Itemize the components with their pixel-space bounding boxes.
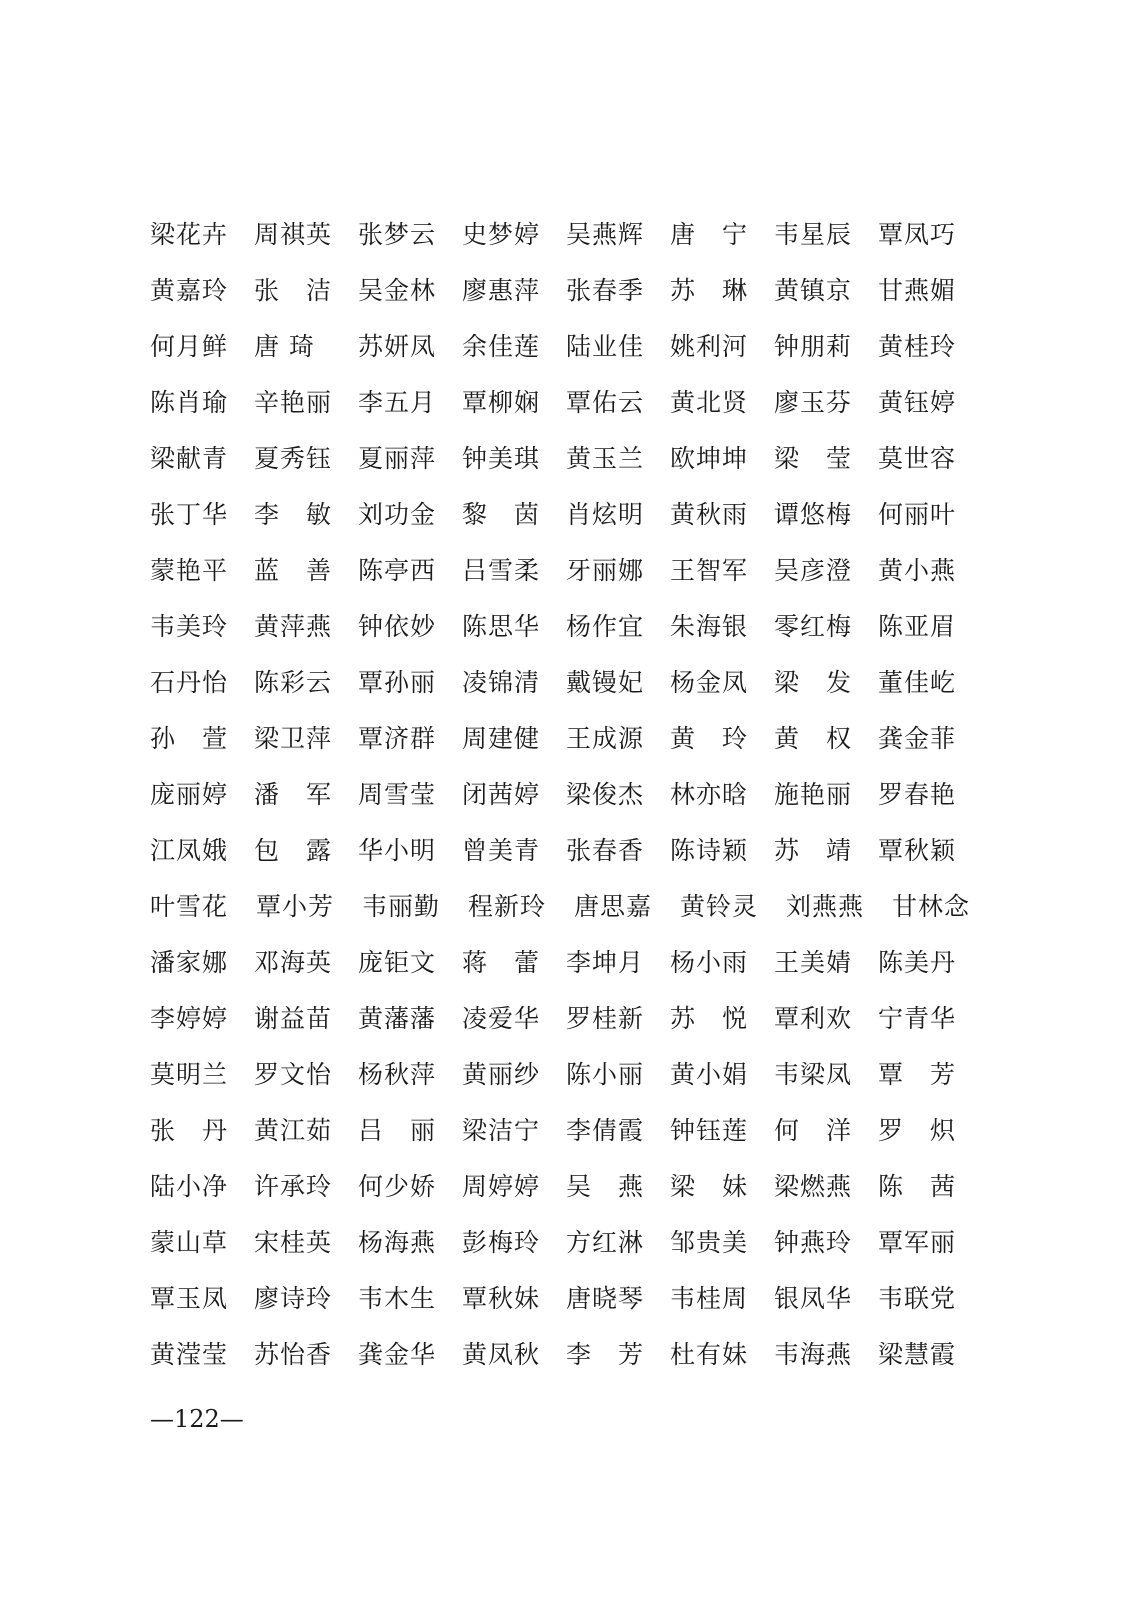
name-cell: 杨海燕 xyxy=(358,1228,437,1257)
name-cell: 辛艳丽 xyxy=(254,388,333,417)
name-row xyxy=(150,599,990,655)
name-cell: 林亦晗 xyxy=(670,780,749,809)
name-cell: 欧坤坤 xyxy=(670,444,749,473)
name-cell: 覃军丽 xyxy=(878,1228,957,1257)
name-cell: 凌锦清 xyxy=(462,668,541,697)
name-cell: 黄丽纱 xyxy=(462,1060,541,1089)
name-cell: 梁 发 xyxy=(774,668,853,697)
name-row xyxy=(150,823,990,879)
name-cell: 何月鲜 xyxy=(150,332,229,361)
name-cell: 曾美青 xyxy=(462,836,541,865)
name-cell: 甘燕媚 xyxy=(878,276,957,305)
name-cell: 吴 燕 xyxy=(566,1172,645,1201)
name-cell: 陈亚眉 xyxy=(878,612,957,641)
name-cell: 钟钰莲 xyxy=(670,1116,749,1145)
name-cell: 夏丽萍 xyxy=(358,444,437,473)
name-row xyxy=(150,655,990,711)
name-cell: 李婷婷 xyxy=(150,1004,229,1033)
name-cell: 何少娇 xyxy=(358,1172,437,1201)
name-cell: 廖诗玲 xyxy=(254,1284,333,1313)
name-cell: 王成源 xyxy=(566,724,645,753)
name-cell: 董佳屹 xyxy=(878,668,957,697)
name-cell: 唐思嘉 xyxy=(574,892,653,921)
name-cell: 吴彦澄 xyxy=(774,556,853,585)
name-cell: 苏怡香 xyxy=(254,1340,333,1369)
name-cell: 覃 芳 xyxy=(878,1060,957,1089)
name-cell: 邓海英 xyxy=(254,948,333,977)
name-row xyxy=(150,711,990,767)
name-cell: 覃利欢 xyxy=(774,1004,853,1033)
name-cell: 吕 丽 xyxy=(358,1116,437,1145)
name-cell: 梁 莹 xyxy=(774,444,853,473)
name-row xyxy=(150,1047,990,1103)
name-cell: 李 敏 xyxy=(254,500,333,529)
name-cell: 李 芳 xyxy=(566,1340,645,1369)
name-cell: 梁 妹 xyxy=(670,1172,749,1201)
name-row xyxy=(150,543,990,599)
name-cell: 梁花卉 xyxy=(150,220,229,249)
name-cell: 许承玲 xyxy=(254,1172,333,1201)
name-cell: 韦木生 xyxy=(358,1284,437,1313)
name-cell: 牙丽娜 xyxy=(566,556,645,585)
name-cell: 甘林念 xyxy=(892,892,971,921)
name-cell: 彭梅玲 xyxy=(462,1228,541,1257)
name-cell: 覃玉凤 xyxy=(150,1284,229,1313)
name-cell: 覃佑云 xyxy=(566,388,645,417)
name-cell: 梁慧霞 xyxy=(878,1340,957,1369)
name-cell: 周雪莹 xyxy=(358,780,437,809)
name-cell: 陈 茜 xyxy=(878,1172,957,1201)
name-row xyxy=(150,1159,990,1215)
name-row xyxy=(150,1103,990,1159)
name-cell: 廖玉芬 xyxy=(774,388,853,417)
name-cell: 黄镇京 xyxy=(774,276,853,305)
name-row xyxy=(150,263,990,319)
name-cell: 陈亭西 xyxy=(358,556,437,585)
name-row xyxy=(150,991,990,1047)
name-list xyxy=(150,207,990,1383)
name-cell: 吴金林 xyxy=(358,276,437,305)
name-row xyxy=(150,431,990,487)
name-cell: 庞丽婷 xyxy=(150,780,229,809)
name-cell: 方红淋 xyxy=(566,1228,645,1257)
name-cell: 黄秋雨 xyxy=(670,500,749,529)
name-cell: 张春季 xyxy=(566,276,645,305)
name-cell: 廖惠萍 xyxy=(462,276,541,305)
name-cell: 钟燕玲 xyxy=(774,1228,853,1257)
name-cell: 覃秋颖 xyxy=(878,836,957,865)
name-cell: 钟朋莉 xyxy=(774,332,853,361)
name-cell: 刘功金 xyxy=(358,500,437,529)
name-row xyxy=(150,319,990,375)
name-cell: 覃凤巧 xyxy=(878,220,957,249)
name-cell: 潘家娜 xyxy=(150,948,229,977)
name-cell: 夏秀钰 xyxy=(254,444,333,473)
name-cell: 黄滢莹 xyxy=(150,1340,229,1369)
name-cell: 陆小净 xyxy=(150,1172,229,1201)
name-row xyxy=(150,375,990,431)
name-cell: 陆业佳 xyxy=(566,332,645,361)
name-cell: 覃小芳 xyxy=(256,892,335,921)
name-cell: 龚金菲 xyxy=(878,724,957,753)
name-cell: 陈思华 xyxy=(462,612,541,641)
name-cell: 谢益苗 xyxy=(254,1004,333,1033)
name-cell: 周婷婷 xyxy=(462,1172,541,1201)
name-cell: 戴镘妃 xyxy=(566,668,645,697)
name-cell: 黄小娟 xyxy=(670,1060,749,1089)
name-cell: 黄凤秋 xyxy=(462,1340,541,1369)
name-cell: 梁俊杰 xyxy=(566,780,645,809)
name-cell: 肖炫明 xyxy=(566,500,645,529)
name-cell: 韦桂周 xyxy=(670,1284,749,1313)
name-cell: 韦美玲 xyxy=(150,612,229,641)
name-cell: 黄小燕 xyxy=(878,556,957,585)
name-cell: 黄藩藩 xyxy=(358,1004,437,1033)
name-cell: 覃秋妹 xyxy=(462,1284,541,1313)
name-cell: 梁燃燕 xyxy=(774,1172,853,1201)
name-cell: 韦梁凤 xyxy=(774,1060,853,1089)
name-cell: 李倩霞 xyxy=(566,1116,645,1145)
name-cell: 莫明兰 xyxy=(150,1060,229,1089)
name-cell: 程新玲 xyxy=(468,892,547,921)
name-cell: 黎 茵 xyxy=(462,500,541,529)
name-cell: 莫世容 xyxy=(878,444,957,473)
name-cell: 陈彩云 xyxy=(254,668,333,697)
name-cell: 黄钰婷 xyxy=(878,388,957,417)
name-cell: 黄 权 xyxy=(774,724,853,753)
name-cell: 覃济群 xyxy=(358,724,437,753)
name-row xyxy=(150,207,990,263)
name-cell: 覃孙丽 xyxy=(358,668,437,697)
name-cell: 杨金凤 xyxy=(670,668,749,697)
name-cell: 张 洁 xyxy=(254,276,333,305)
name-cell: 包 露 xyxy=(254,836,333,865)
name-cell: 零红梅 xyxy=(774,612,853,641)
name-cell: 韦星辰 xyxy=(774,220,853,249)
name-cell: 张 丹 xyxy=(150,1116,229,1145)
name-cell: 黄 玲 xyxy=(670,724,749,753)
name-cell: 张丁华 xyxy=(150,500,229,529)
name-cell: 华小明 xyxy=(358,836,437,865)
name-cell: 罗春艳 xyxy=(878,780,957,809)
name-cell: 黄桂玲 xyxy=(878,332,957,361)
name-row xyxy=(150,879,990,935)
name-cell: 蒙山草 xyxy=(150,1228,229,1257)
name-cell: 闭茜婷 xyxy=(462,780,541,809)
name-cell: 蓝 善 xyxy=(254,556,333,585)
name-cell: 张春香 xyxy=(566,836,645,865)
name-cell: 陈美丹 xyxy=(878,948,957,977)
name-cell: 黄萍燕 xyxy=(254,612,333,641)
name-cell: 韦丽勤 xyxy=(362,892,441,921)
name-cell: 庞钜文 xyxy=(358,948,437,977)
name-cell: 唐晓琴 xyxy=(566,1284,645,1313)
name-cell: 陈肖瑜 xyxy=(150,388,229,417)
name-cell: 周祺英 xyxy=(254,220,333,249)
name-cell: 石丹怡 xyxy=(150,668,229,697)
name-cell: 罗 炽 xyxy=(878,1116,957,1145)
name-cell: 朱海银 xyxy=(670,612,749,641)
name-cell: 苏 靖 xyxy=(774,836,853,865)
name-cell: 史梦婷 xyxy=(462,220,541,249)
name-cell: 谭悠梅 xyxy=(774,500,853,529)
name-cell: 黄玉兰 xyxy=(566,444,645,473)
name-cell: 杨作宜 xyxy=(566,612,645,641)
name-cell: 陈诗颖 xyxy=(670,836,749,865)
name-row xyxy=(150,487,990,543)
name-cell: 周建健 xyxy=(462,724,541,753)
name-cell: 王美婧 xyxy=(774,948,853,977)
name-cell: 梁献青 xyxy=(150,444,229,473)
name-cell: 王智军 xyxy=(670,556,749,585)
name-cell: 凌爱华 xyxy=(462,1004,541,1033)
name-cell: 唐 琦 xyxy=(254,332,315,361)
name-cell: 潘 军 xyxy=(254,780,333,809)
name-cell: 张梦云 xyxy=(358,220,437,249)
name-cell: 邹贵美 xyxy=(670,1228,749,1257)
name-cell: 梁卫萍 xyxy=(254,724,333,753)
name-cell: 余佳莲 xyxy=(462,332,541,361)
name-cell: 宁青华 xyxy=(878,1004,957,1033)
name-cell: 陈小丽 xyxy=(566,1060,645,1089)
name-cell: 钟美琪 xyxy=(462,444,541,473)
name-cell: 韦海燕 xyxy=(774,1340,853,1369)
name-cell: 苏妍凤 xyxy=(358,332,437,361)
name-cell: 蒋 蕾 xyxy=(462,948,541,977)
name-row xyxy=(150,935,990,991)
name-cell: 黄铃灵 xyxy=(680,892,759,921)
name-cell: 黄北贤 xyxy=(670,388,749,417)
name-cell: 李坤月 xyxy=(566,948,645,977)
name-cell: 黄江茹 xyxy=(254,1116,333,1145)
name-cell: 何丽叶 xyxy=(878,500,957,529)
name-cell: 刘燕燕 xyxy=(786,892,865,921)
name-cell: 杨小雨 xyxy=(670,948,749,977)
name-row xyxy=(150,767,990,823)
name-row xyxy=(150,1215,990,1271)
name-cell: 何 洋 xyxy=(774,1116,853,1145)
name-cell: 姚利河 xyxy=(670,332,749,361)
name-cell: 孙 萱 xyxy=(150,724,229,753)
name-cell: 蒙艳平 xyxy=(150,556,229,585)
name-cell: 苏 悦 xyxy=(670,1004,749,1033)
name-cell: 覃柳娴 xyxy=(462,388,541,417)
name-cell: 杨秋萍 xyxy=(358,1060,437,1089)
name-row xyxy=(150,1271,990,1327)
page-number: —122— xyxy=(150,1405,244,1433)
name-cell: 叶雪花 xyxy=(150,892,229,921)
name-cell: 龚金华 xyxy=(358,1340,437,1369)
name-cell: 钟依妙 xyxy=(358,612,437,641)
name-cell: 梁洁宁 xyxy=(462,1116,541,1145)
name-cell: 杜有妹 xyxy=(670,1340,749,1369)
name-cell: 唐 宁 xyxy=(670,220,749,249)
name-cell: 银凤华 xyxy=(774,1284,853,1313)
name-cell: 罗桂新 xyxy=(566,1004,645,1033)
name-cell: 宋桂英 xyxy=(254,1228,333,1257)
name-cell: 黄嘉玲 xyxy=(150,276,229,305)
name-cell: 江凤娥 xyxy=(150,836,229,865)
name-cell: 苏 琳 xyxy=(670,276,749,305)
name-row xyxy=(150,1327,990,1383)
name-cell: 韦联党 xyxy=(878,1284,957,1313)
name-cell: 吴燕辉 xyxy=(566,220,645,249)
name-cell: 施艳丽 xyxy=(774,780,853,809)
name-cell: 李五月 xyxy=(358,388,437,417)
name-cell: 罗文怡 xyxy=(254,1060,333,1089)
name-cell: 吕雪柔 xyxy=(462,556,541,585)
